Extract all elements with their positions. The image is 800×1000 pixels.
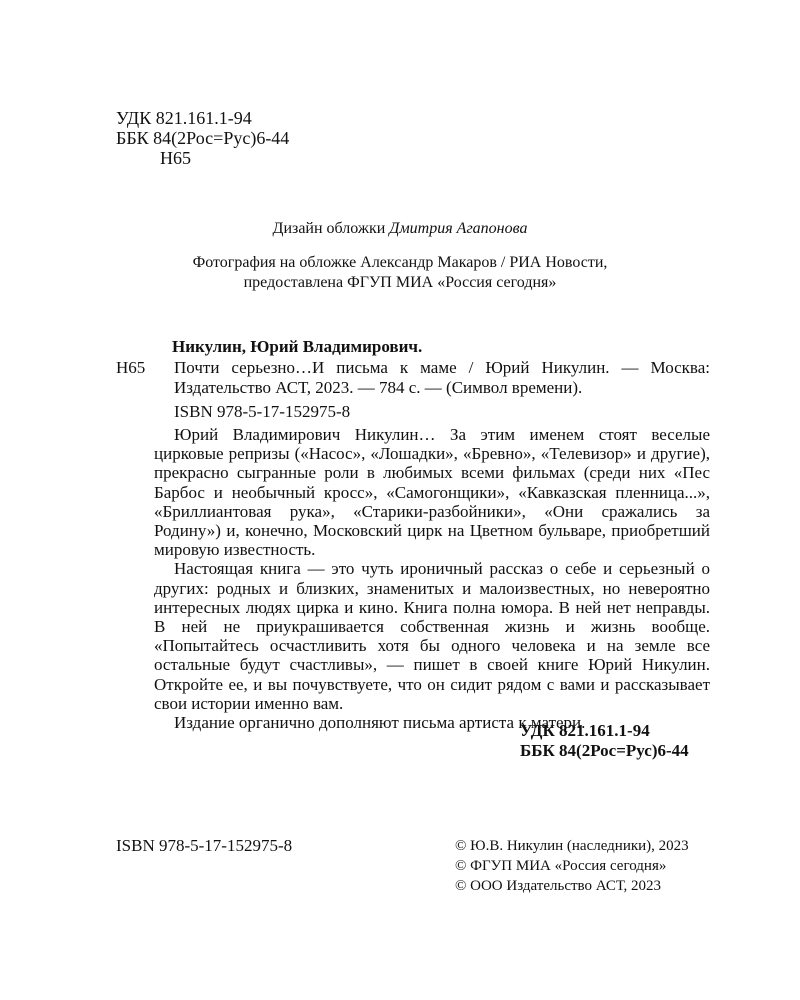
copyright-line: © Ю.В. Никулин (наследники), 2023 xyxy=(455,838,689,854)
bibliographic-isbn: ISBN 978-5-17-152975-8 xyxy=(174,402,351,421)
cover-design-prefix: Дизайн обложки xyxy=(272,220,390,237)
copyright-notices xyxy=(455,836,689,896)
annotation-paragraph: Юрий Владимирович Никулин… За этим именем стоят веселые цирковые репризы («Насос», «Лошадки», «Бревно», «Телевизор» и другие), прекрасно сыгранные роли в любимых всеми фильмах (среди них «Пес Барбос и необычный кросс», «Самогонщики», «Кавказская пленница...», «Бриллиантовая рука», «Старики-разбойники», «Они сражались за Родину») и, конечно, Московский цирк на Цветном бульваре, приобретший мировую известность. xyxy=(154,425,710,560)
photo-credit-line-2: предоставлена ФГУП МИА «Россия сегодня» xyxy=(243,274,557,291)
cover-design-credit xyxy=(0,219,800,239)
bbk-code: ББК 84(2Рос=Рус)6-44 xyxy=(116,128,290,148)
bibliographic-description: Почти серьезно…И письма к маме / Юрий Никулин. — Москва: Издательство АСТ, 2023. — 784 с. — (Символ времени). xyxy=(174,358,710,397)
bibliographic-author-mark: Н65 xyxy=(116,358,146,377)
copyright-line: © ООО Издательство АСТ, 2023 xyxy=(455,878,662,894)
bbk-code-bottom: ББК 84(2Рос=Рус)6-44 xyxy=(520,741,689,760)
author-mark: Н65 xyxy=(160,148,191,168)
photo-credit-line-1: Фотография на обложке Александр Макаров / РИА Новости, xyxy=(192,254,608,271)
photo-credit xyxy=(0,253,800,293)
udk-code: УДК 821.161.1-94 xyxy=(116,108,252,128)
classification-codes-bottom xyxy=(520,721,689,761)
annotation xyxy=(154,425,710,732)
copyright-line: © ФГУП МИА «Россия сегодня» xyxy=(455,858,667,874)
cover-designer-name: Дмитрия Агапонова xyxy=(389,220,528,237)
annotation-paragraph: Настоящая книга — это чуть ироничный рассказ о себе и серьезный о других: родных и близких, знаменитых и малоизвестных, но невероятно интересных людях цирка и кино. Книга полна юмора. В ней нет неправды. В ней не приукрашивается собственная жизнь и жизнь вообще. «Попытайтесь осчастливить хотя бы одного человека и на земле все остальные будут счастливы», — пишет в своей книге Юрий Никулин. Откройте ее, и вы почувствуете, что он сидит рядом с вами и рассказывает свои истории именно вам. xyxy=(154,559,710,713)
footer-isbn: ISBN 978-5-17-152975-8 xyxy=(116,836,293,855)
udk-code-bottom: УДК 821.161.1-94 xyxy=(520,721,650,740)
annotation-paragraph: Издание органично дополняют письма артиста к матери. xyxy=(174,713,586,733)
classification-codes-top xyxy=(116,108,289,168)
author-heading: Никулин, Юрий Владимирович. xyxy=(172,337,423,356)
